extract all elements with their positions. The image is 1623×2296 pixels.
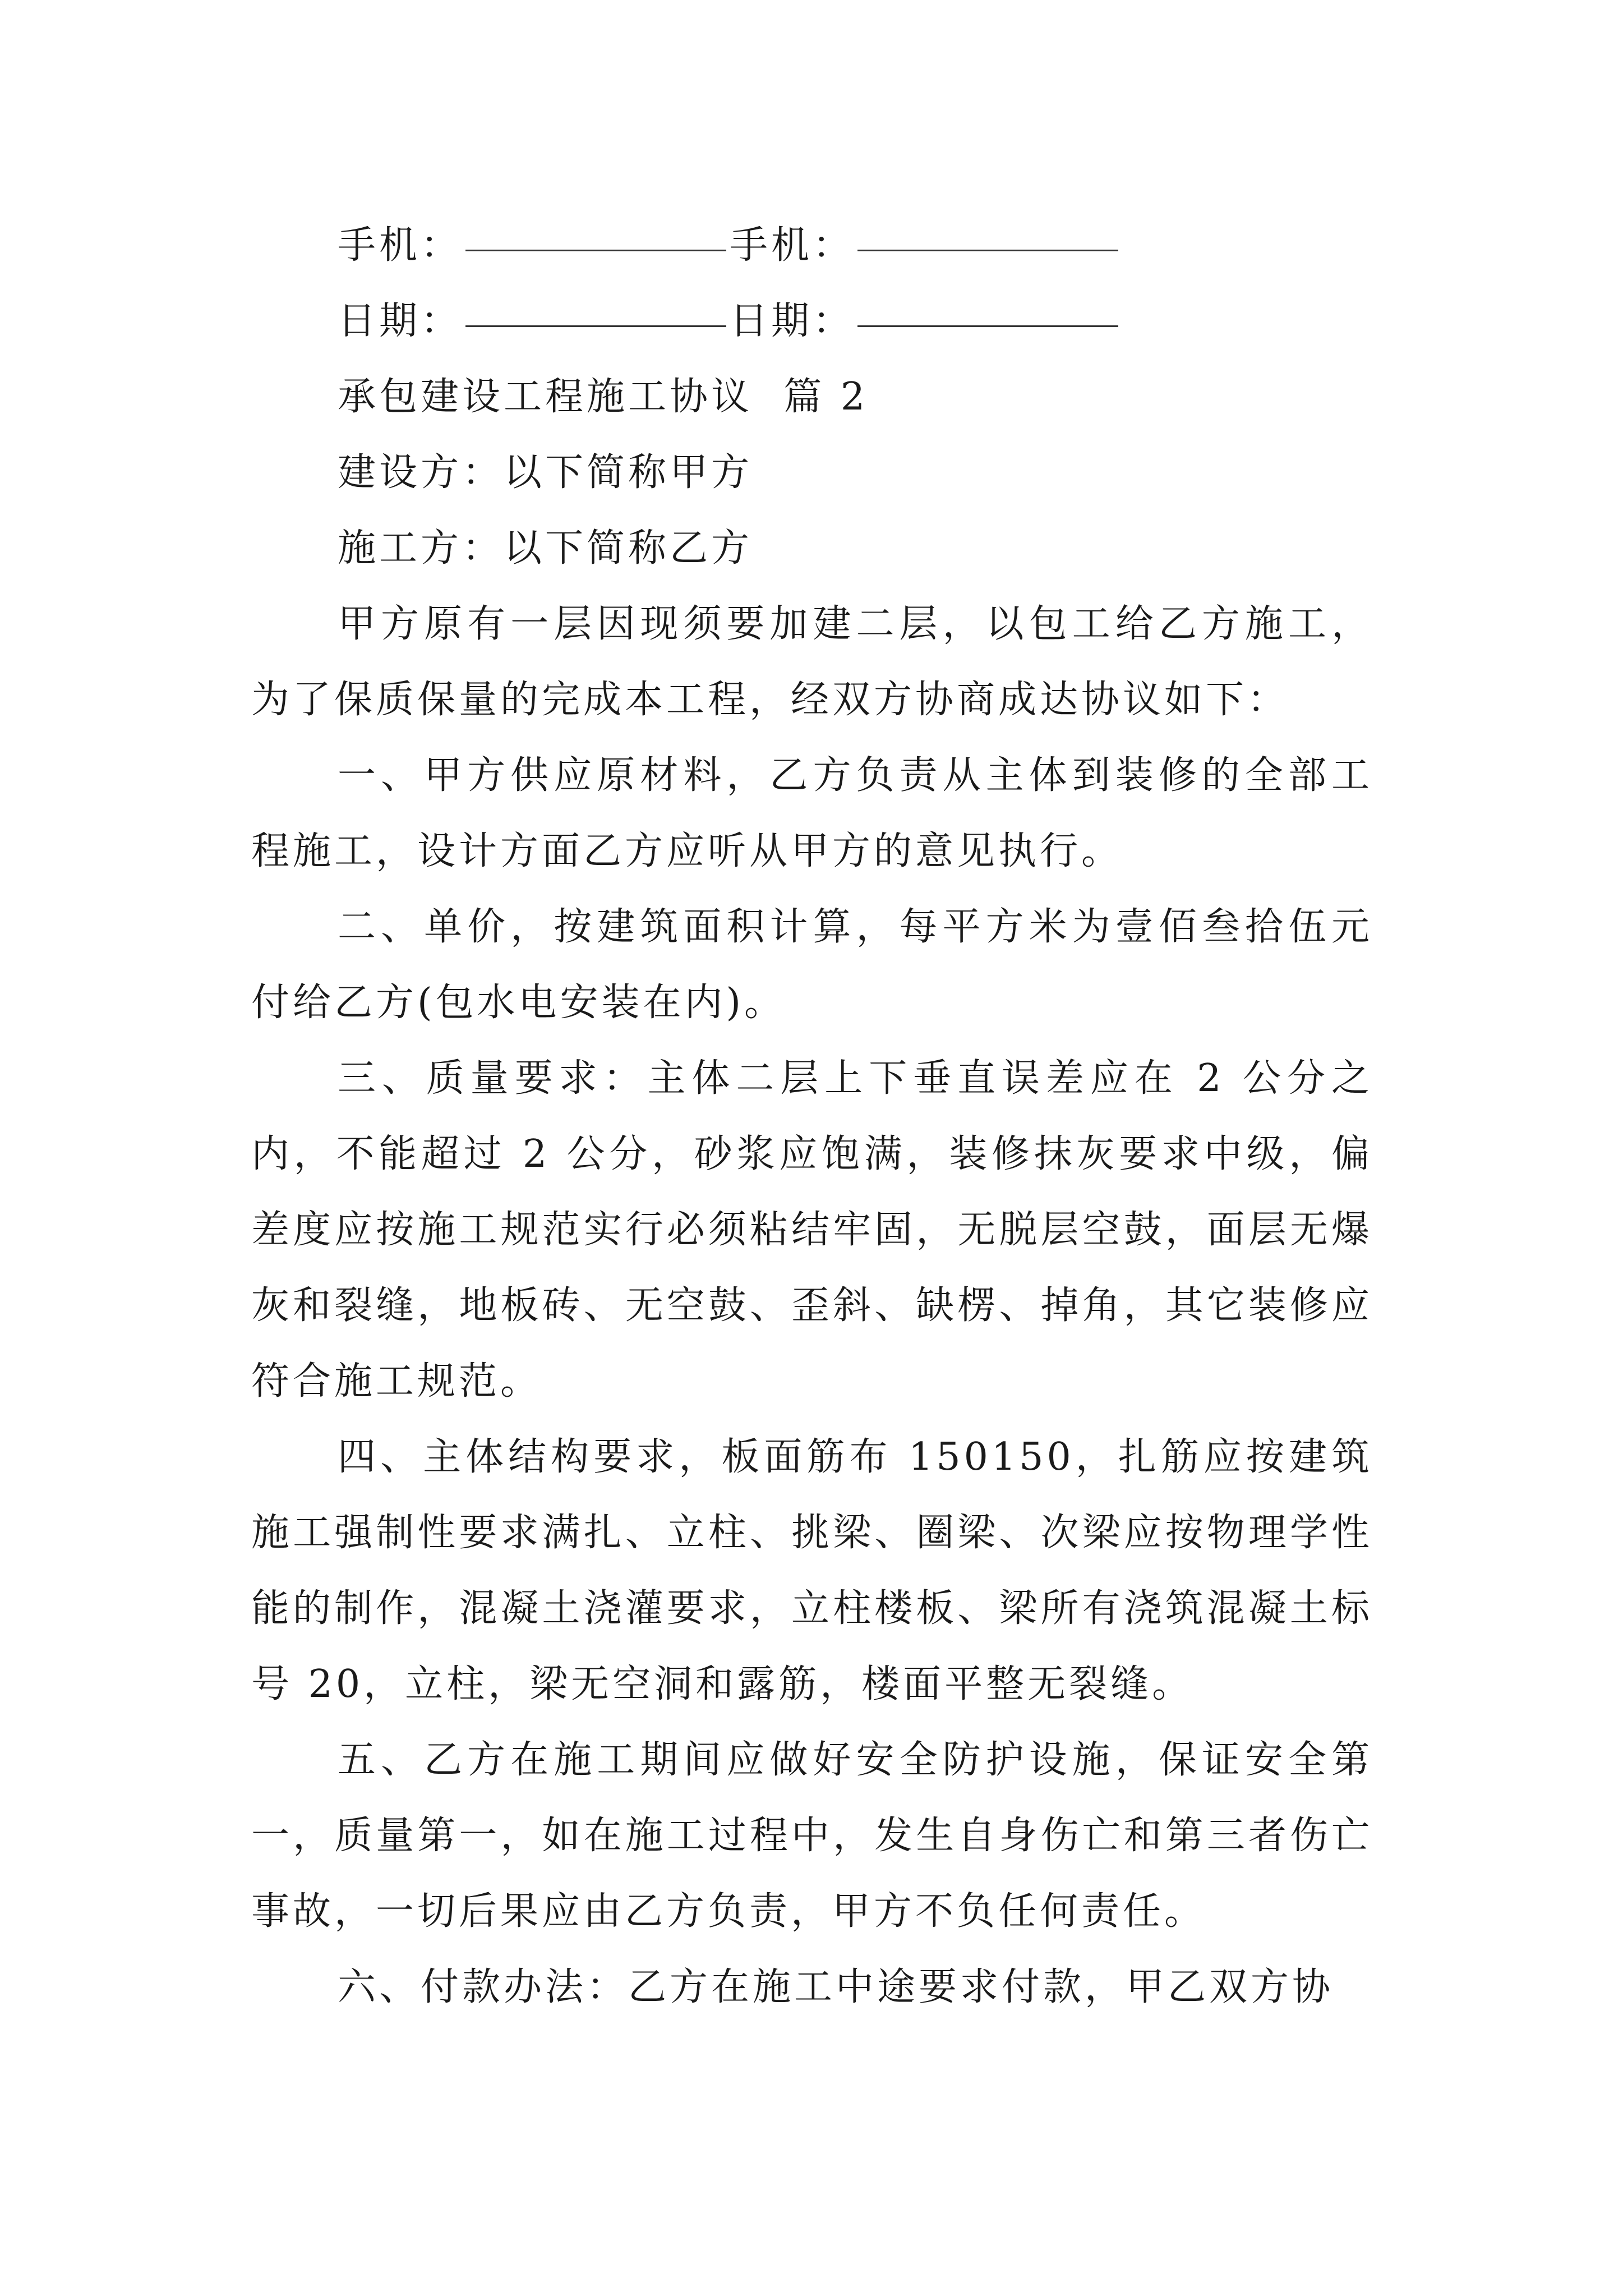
phone-label-b: 手机： xyxy=(730,223,855,268)
paragraph-clause-3: 三、质量要求：主体二层上下垂直误差应在 2 公分之内，不能超过 2 公分，砂浆应饱满，装修抹灰要求中级，偏差度应按施工规范实行必须粘结牢固，无脱层空鼓，面层无爆灰和裂缝，地板砖、无空鼓、歪斜、缺楞、掉角，其它装修应符合施工规范。 xyxy=(251,1056,1373,1404)
date-row xyxy=(251,283,1373,359)
phone-row xyxy=(251,208,1373,283)
phone-blank-a xyxy=(465,247,726,251)
document-body xyxy=(251,208,1373,2025)
section-title: 承包建设工程施工协议 篇 2 xyxy=(338,375,869,419)
paragraph-clause-1: 一、甲方供应原材料，乙方负责从主体到装修的全部工程施工，设计方面乙方应听从甲方的意见执行。 xyxy=(251,753,1373,873)
phone-label-a: 手机： xyxy=(338,223,463,268)
paragraph-clause-4: 四、主体结构要求，板面筋布 150150，扎筋应按建筑施工强制性要求满扎、立柱、挑梁、圈梁、次梁应按物理学性能的制作，混凝土浇灌要求，立柱楼板、梁所有浇筑混凝土标号 20，立柱，梁无空洞和露筋，楼面平整无裂缝。 xyxy=(251,1435,1373,1706)
paragraph-clause-6: 六、付款办法：乙方在施工中途要求付款，甲乙双方协 xyxy=(338,1965,1334,2009)
date-blank-b xyxy=(857,323,1118,327)
date-blank-a xyxy=(465,323,726,327)
date-label-a: 日期： xyxy=(338,299,463,343)
paragraph-intro: 甲方原有一层因现须要加建二层，以包工给乙方施工，为了保质保量的完成本工程，经双方协商成达协议如下： xyxy=(251,602,1373,722)
paragraph-clause-2: 二、单价，按建筑面积计算，每平方米为壹佰叁拾伍元付给乙方(包水电安装在内)。 xyxy=(251,905,1373,1025)
party-b-line: 施工方：以下简称乙方 xyxy=(338,526,753,570)
date-label-b: 日期： xyxy=(730,299,855,343)
party-a-line: 建设方：以下简称甲方 xyxy=(338,450,753,495)
paragraph-clause-5: 五、乙方在施工期间应做好安全防护设施，保证安全第一，质量第一，如在施工过程中，发生自身伤亡和第三者伤亡事故，一切后果应由乙方负责，甲方不负任何责任。 xyxy=(251,1738,1373,1934)
phone-blank-b xyxy=(857,247,1118,251)
